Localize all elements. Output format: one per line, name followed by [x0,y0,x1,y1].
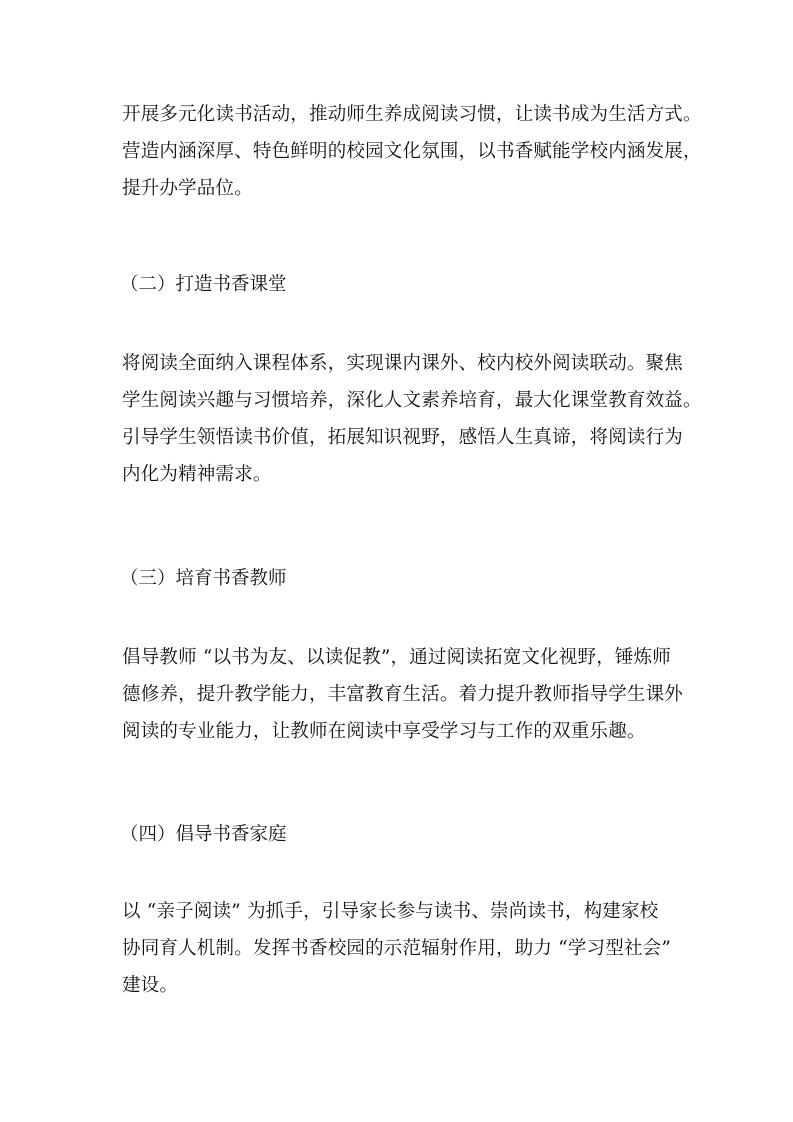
paragraph-line: 引导学生领悟读书价值，拓展知识视野，感悟人生真谛，将阅读行为 [122,427,684,448]
section-heading-4: （四）倡导书香家庭 [120,824,287,845]
section-heading-2: （二）打造书香课堂 [120,274,287,295]
paragraph-line: 内化为精神需求。 [122,464,272,485]
paragraph-line: 营造内涵深厚、特色鲜明的校园文化氛围，以书香赋能学校内涵发展， [122,141,702,162]
paragraph-line: 倡导教师 “以书为友、以读促教”，通过阅读拓宽文化视野，锤炼师 [122,647,671,668]
paragraph-line: 学生阅读兴趣与习惯培养，深化人文素养培育，最大化课堂教育效益。 [122,390,702,411]
paragraph-line: 将阅读全面纳入课程体系，实现课内课外、校内校外阅读联动。聚焦 [122,353,684,374]
paragraph-line: 协同育人机制。发挥书香校园的示范辐射作用，助力 “学习型社会” [122,938,671,959]
paragraph-4 [122,893,682,1004]
paragraph-3 [122,639,682,750]
paragraph-1 [122,96,702,207]
paragraph-2 [122,345,702,493]
paragraph-line: 以 “亲子阅读” 为抓手，引导家长参与读书、崇尚读书，构建家校 [122,901,659,922]
paragraph-line: 提升办学品位。 [122,178,253,199]
paragraph-line: 德修养，提升教学能力，丰富教育生活。着力提升教师指导学生课外 [122,684,684,705]
section-heading-3: （三）培育书香教师 [120,568,287,589]
paragraph-line: 建设。 [122,975,179,996]
paragraph-line: 开展多元化读书活动，推动师生养成阅读习惯，让读书成为生活方式。 [122,104,702,125]
paragraph-line: 阅读的专业能力，让教师在阅读中享受学习与工作的双重乐趣。 [122,721,646,742]
